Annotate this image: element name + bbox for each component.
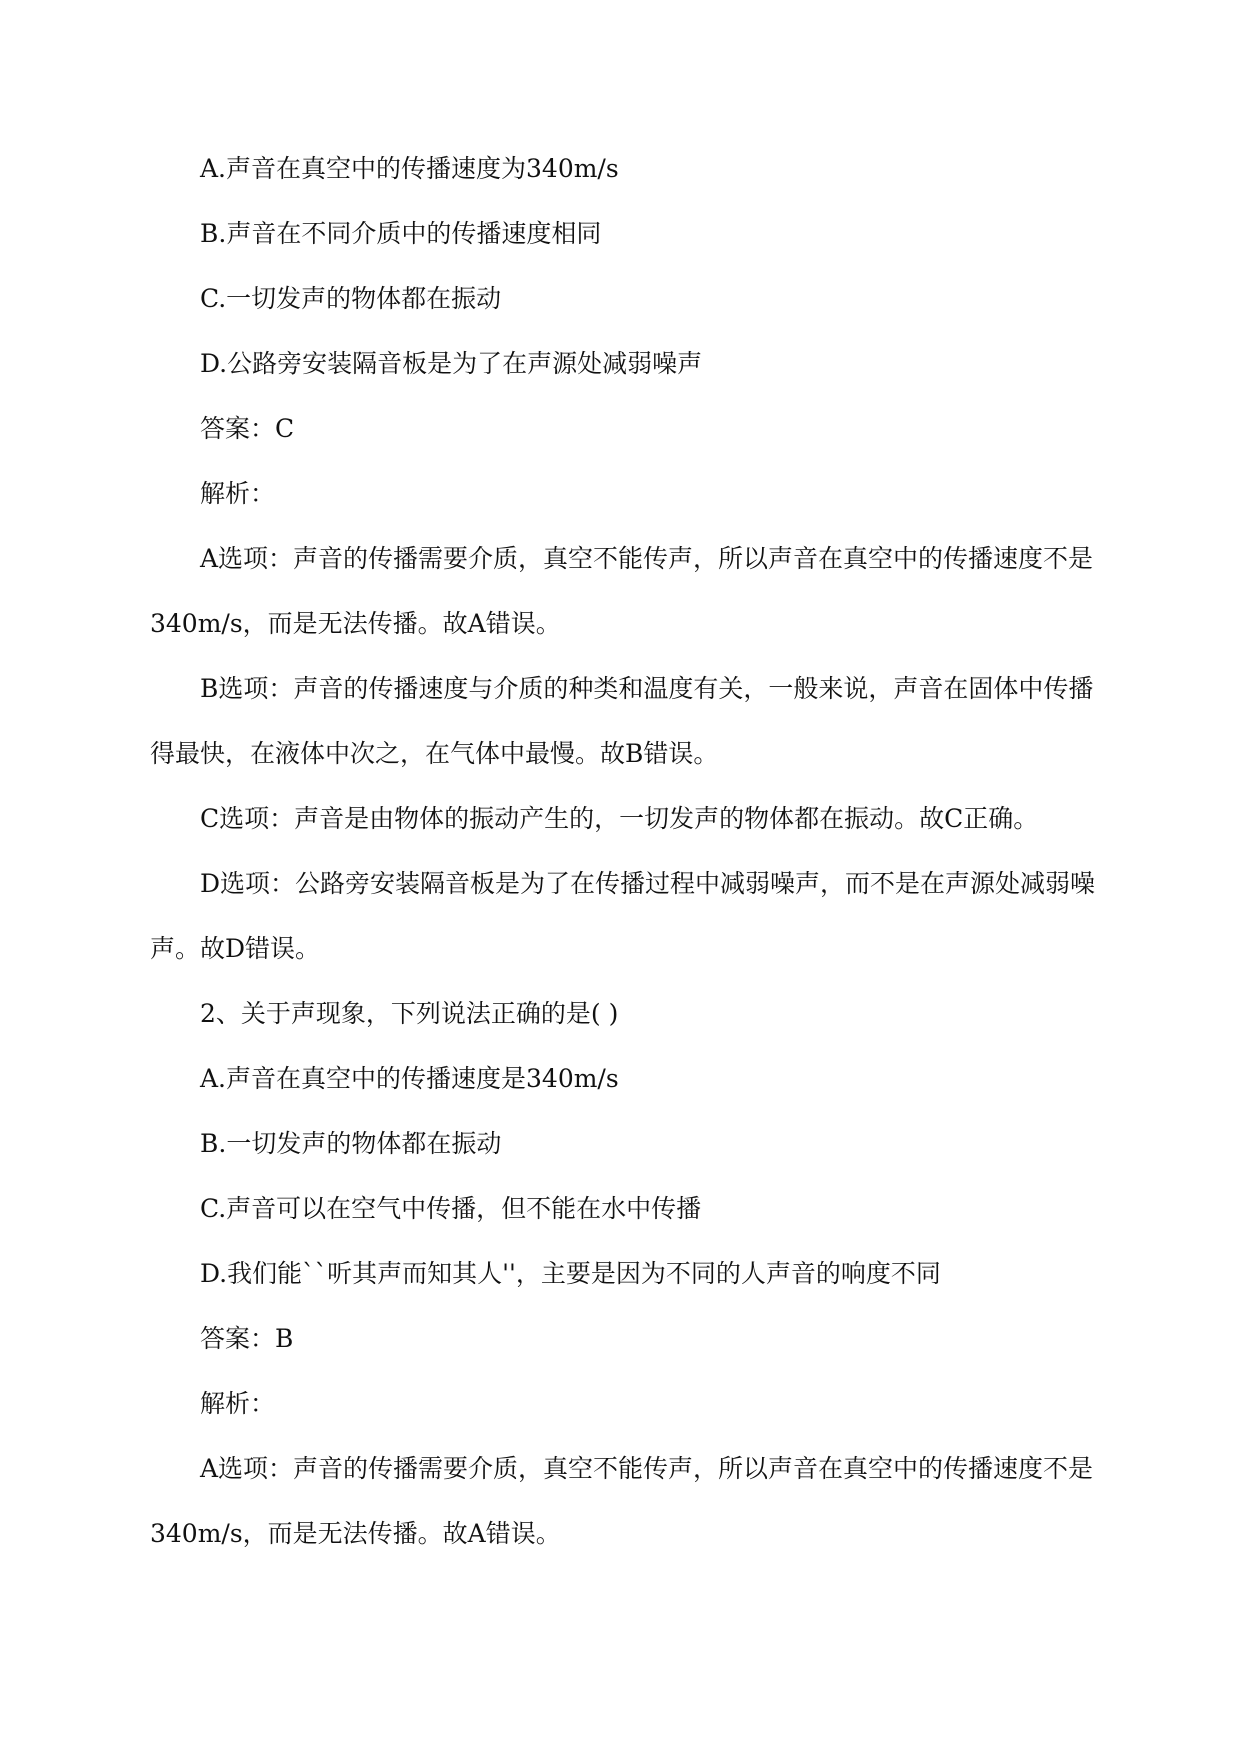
analysis-paragraph-a bbox=[150, 1436, 1130, 1566]
question-stem: 2、关于声现象，下列说法正确的是( ) bbox=[200, 999, 619, 1028]
analysis-paragraph-d bbox=[150, 851, 1130, 981]
option-c: C.声音可以在空气中传播，但不能在水中传播 bbox=[200, 1194, 702, 1223]
option-a: A.声音在真空中的传播速度是340m/s bbox=[200, 1064, 619, 1093]
question-1 bbox=[150, 136, 1130, 981]
option-b: B.一切发声的物体都在振动 bbox=[200, 1129, 502, 1158]
answer-label: 答案： bbox=[200, 1324, 276, 1353]
option-d: D.公路旁安装隔音板是为了在声源处减弱噪声 bbox=[200, 349, 703, 378]
answer-value: B bbox=[275, 1324, 294, 1353]
answer-line bbox=[150, 1306, 1130, 1371]
option-c: C.一切发声的物体都在振动 bbox=[200, 284, 502, 313]
answer-value: C bbox=[275, 414, 295, 443]
analysis-line: B选项：声音的传播速度与介质的种类和温度有关，一般来说，声音在固体中传播 bbox=[200, 674, 1094, 703]
answer-line bbox=[150, 396, 1130, 461]
option-d: D.我们能``听其声而知其人''，主要是因为不同的人声音的响度不同 bbox=[200, 1259, 941, 1288]
analysis-line: 340m/s，而是无法传播。故A错误。 bbox=[150, 1519, 561, 1548]
analysis-line: 声。故D错误。 bbox=[150, 934, 321, 963]
analysis-paragraph-c bbox=[150, 786, 1130, 851]
analysis-paragraph-a bbox=[150, 526, 1130, 656]
option-a: A.声音在真空中的传播速度为340m/s bbox=[200, 154, 619, 183]
analysis-line: C选项：声音是由物体的振动产生的，一切发声的物体都在振动。故C正确。 bbox=[200, 804, 1039, 833]
analysis-line: 得最快，在液体中次之，在气体中最慢。故B错误。 bbox=[150, 739, 719, 768]
answer-label: 答案： bbox=[200, 414, 276, 443]
document-body bbox=[150, 136, 1130, 1566]
option-b: B.声音在不同介质中的传播速度相同 bbox=[200, 219, 602, 248]
analysis-line: 340m/s，而是无法传播。故A错误。 bbox=[150, 609, 561, 638]
analysis-paragraph-b bbox=[150, 656, 1130, 786]
analysis-line: A选项：声音的传播需要介质，真空不能传声，所以声音在真空中的传播速度不是 bbox=[200, 544, 1094, 573]
question-2 bbox=[150, 981, 1130, 1566]
analysis-heading: 解析： bbox=[200, 1389, 276, 1418]
analysis-line: D选项：公路旁安装隔音板是为了在传播过程中减弱噪声，而不是在声源处减弱噪 bbox=[200, 869, 1096, 898]
analysis-line: A选项：声音的传播需要介质，真空不能传声，所以声音在真空中的传播速度不是 bbox=[200, 1454, 1094, 1483]
analysis-heading: 解析： bbox=[200, 479, 276, 508]
